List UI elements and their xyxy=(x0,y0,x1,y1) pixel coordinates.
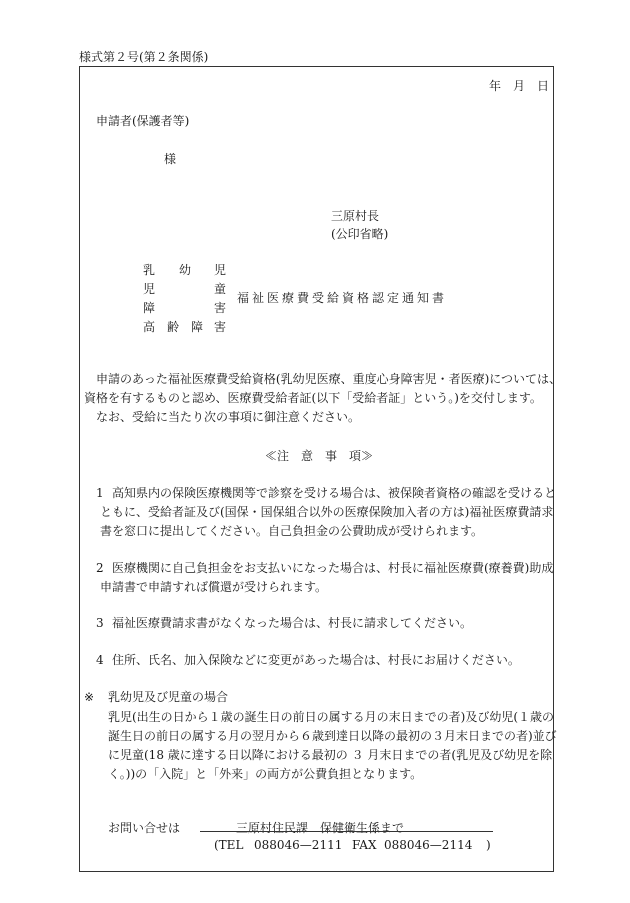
honorific: 様 xyxy=(164,152,177,166)
special-mark: ※ xyxy=(84,690,95,704)
note-4-line-1: 住所、氏名、加入保険などに変更があった場合は、村長にお届けください。 xyxy=(112,653,520,667)
contact-fax: 088046—2114 xyxy=(384,838,473,852)
special-line-2: 誕生日の前日の属する月の翌月から６歳到達日以降の最初の３月末日までの者)並び xyxy=(108,729,557,743)
category-child: 児 童 xyxy=(143,282,227,296)
note-3-line-1: 福祉医療費請求書がなくなった場合は、村長に請求してください。 xyxy=(112,616,473,630)
contact-tel-label: (TEL xyxy=(214,838,244,852)
contact-label: お問い合せは xyxy=(108,821,181,835)
note-3-number: 3 xyxy=(96,616,104,630)
notes-heading: ≪注 意 事 項≫ xyxy=(265,449,374,463)
note-1-number: 1 xyxy=(96,486,104,500)
note-1-line-3: 書を窓口に提出してください。自己負担金の公費助成が受けられます。 xyxy=(100,524,484,538)
category-infant: 乳 幼 児 xyxy=(143,263,227,277)
contact-underline xyxy=(200,831,493,832)
note-2-line-1: 医療機関に自己負担金をお支払いになった場合は、村長に福祉医療費(療養費)助成 xyxy=(112,561,554,575)
contact-close-paren: ) xyxy=(486,838,491,852)
intro-line-1: 申請のあった福祉医療費受給資格(乳幼児医療、重度心身障害児・者医療)については、 xyxy=(96,372,562,386)
category-stack xyxy=(143,261,227,337)
category-disabled: 障 害 xyxy=(143,301,227,315)
category-elderly-disabled: 高 齢 障 害 xyxy=(143,320,227,334)
special-line-1: 乳児(出生の日から１歳の誕生日の前日の属する月の末日までの者)及び幼児(１歳の xyxy=(108,710,555,724)
notice-title: 福祉医療費受給資格認定通知書 xyxy=(237,291,448,305)
form-number: 様式第２号(第２条関係) xyxy=(79,50,209,64)
special-line-3: に児童(18 歳に達する日以降における最初の ３ 月末日までの者(乳児及び幼児を除 xyxy=(108,748,553,762)
note-2-number: 2 xyxy=(96,561,104,575)
contact-office: 三原村住民課 保健衛生係まで xyxy=(236,821,405,835)
note-1-line-1: 高知県内の保険医療機関等で診察を受ける場合は、被保険者資格の確認を受けると xyxy=(112,486,557,500)
note-2-line-2: 申請書で申請すれば償還が受けられます。 xyxy=(100,580,328,594)
issuer-name: 三原村長 xyxy=(331,209,380,223)
date-day-label: 日 xyxy=(537,79,550,93)
special-heading: 乳幼児及び児童の場合 xyxy=(108,690,229,704)
date-month-label: 月 xyxy=(513,79,526,93)
issuer-seal: (公印省略) xyxy=(331,227,389,241)
intro-line-3: なお、受給に当たり次の事項に御注意ください。 xyxy=(96,410,361,424)
date-year-label: 年 xyxy=(489,79,502,93)
intro-line-2: 資格を有するものと認め、医療費受給者証(以下「受給者証」という。)を交付します。 xyxy=(84,391,542,405)
applicant-label: 申請者(保護者等) xyxy=(96,114,190,128)
special-line-4: く。))の「入院」と「外来」の両方が公費負担となります。 xyxy=(108,767,423,781)
contact-tel: 088046—2111 xyxy=(254,838,343,852)
contact-fax-label: FAX xyxy=(352,838,377,852)
note-4-number: 4 xyxy=(96,653,104,667)
note-1-line-2: ともに、受給者証及び(国保・国保組合以外の医療保険加入者の方は)福祉医療費請求 xyxy=(100,505,554,519)
